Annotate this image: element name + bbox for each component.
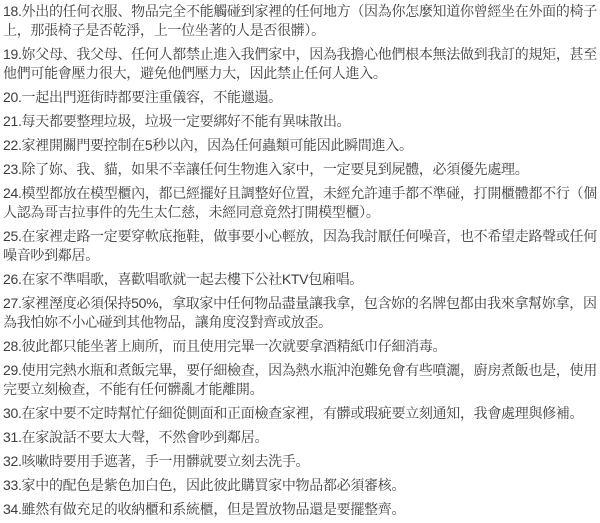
rule-item-34: 34.雖然有做充足的收納櫃和系統櫃，但是置放物品還是要擺整齊。 bbox=[3, 501, 406, 517]
rule-item-26: 26.在家不準唱歌，喜歡唱歌就一起去樓下公社KTV包廂唱。 bbox=[3, 271, 363, 287]
rule-item-25: 25.在家裡走路一定要穿軟底拖鞋，做事要小心輕放，因為我討厭任何噪音，也不希望走路聲或任何噪音吵到鄰居。 bbox=[3, 228, 597, 263]
rule-item-28: 28.彼此都只能坐著上廁所，而且使用完畢一次就要拿酒精紙巾仔細消毒。 bbox=[3, 338, 447, 354]
rule-item-23: 23.除了妳、我、貓，如果不幸讓任何生物進入家中，一定要見到屍體，必須優先處理。 bbox=[3, 161, 529, 177]
rule-item-24: 24.模型都放在模型櫃內，都已經擺好且調整好位置，未經允許連手都不準碰，打開櫃體都不行（個人認為哥吉拉事件的先生太仁慈，未經同意竟然打開模型櫃）。 bbox=[3, 185, 597, 220]
rule-item-31: 31.在家說話不要太大聲，不然會吵到鄰居。 bbox=[3, 429, 269, 445]
rule-item-22: 22.家裡開關門要控制在5秒以內，因為任何蟲類可能因此瞬間進入。 bbox=[3, 137, 413, 153]
rule-item-30: 30.在家中要不定時幫忙仔細從側面和正面檢查家裡，有髒或瑕疵要立刻通知，我會處理與修補。 bbox=[3, 405, 584, 421]
rule-item-19: 19.妳父母、我父母、任何人都禁止進入我們家中，因為我擔心他們根本無法做到我訂的規矩，甚至他們可能會壓力很大，避免他們壓力大，因此禁止任何人進入。 bbox=[3, 46, 597, 81]
rule-item-27: 27.家裡溼度必須保持50%，拿取家中任何物品盡量讓我拿，包含妳的名牌包都由我來拿幫妳拿，因為我怕妳不小心碰到其他物品，讓角度沒對齊或放歪。 bbox=[3, 295, 597, 330]
rule-item-33: 33.家中的配色是紫色加白色，因此彼此購買家中物品都必須審核。 bbox=[3, 477, 406, 493]
rule-item-21: 21.每天都要整理垃圾，垃圾一定要綁好不能有異味散出。 bbox=[3, 113, 351, 129]
rule-item-20: 20.一起出門逛街時都要注重儀容，不能邋遢。 bbox=[3, 89, 282, 105]
rule-item-29: 29.使用完熱水瓶和煮飯完畢，要仔細檢查，因為熱水瓶沖泡難免會有些噴灑，廚房煮飯也是，使用完要立刻檢查，不能有任何髒亂才能離開。 bbox=[3, 362, 597, 397]
rule-item-32: 32.咳嗽時要用手遮著，手一用髒就要立刻去洗手。 bbox=[3, 453, 310, 469]
rule-item-18: 18.外出的任何衣服、物品完全不能觸碰到家裡的任何地方（因為你怎麼知道你曾經坐在外面的椅子上，那張椅子是否乾淨，上一位坐著的人是否很髒）。 bbox=[3, 3, 597, 38]
